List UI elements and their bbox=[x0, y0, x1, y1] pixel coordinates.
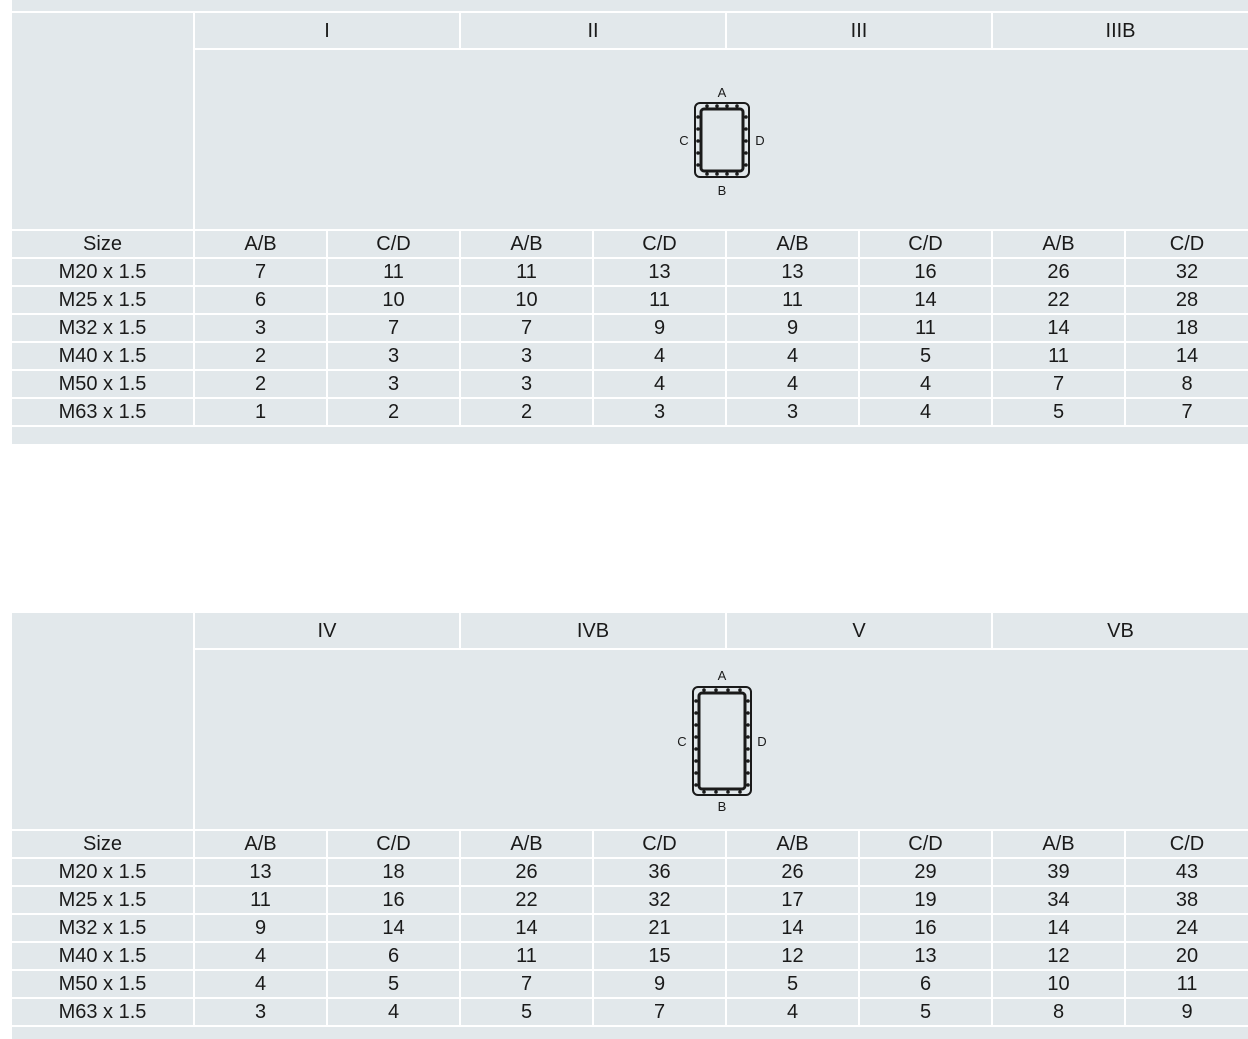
value-cell: 4 bbox=[194, 970, 327, 998]
sub-header: C/D bbox=[859, 230, 992, 258]
value-cell: 38 bbox=[1125, 886, 1248, 914]
enclosure-outer-outline bbox=[693, 687, 751, 795]
value-cell: 8 bbox=[992, 998, 1125, 1026]
value-cell: 26 bbox=[726, 858, 859, 886]
sub-header: C/D bbox=[859, 830, 992, 858]
table-row bbox=[12, 970, 1248, 998]
figure-label-bottom: B bbox=[717, 798, 726, 814]
table-row bbox=[12, 398, 1248, 426]
value-cell: 32 bbox=[593, 886, 726, 914]
value-cell: 13 bbox=[194, 858, 327, 886]
value-cell: 18 bbox=[327, 858, 460, 886]
sub-header: A/B bbox=[194, 830, 327, 858]
value-cell: 3 bbox=[327, 370, 460, 398]
value-cell: 14 bbox=[992, 914, 1125, 942]
value-cell: 3 bbox=[593, 398, 726, 426]
table-row bbox=[12, 258, 1248, 286]
value-cell: 14 bbox=[1125, 342, 1248, 370]
value-cell: 24 bbox=[1125, 914, 1248, 942]
value-cell: 2 bbox=[460, 398, 593, 426]
value-cell: 7 bbox=[593, 998, 726, 1026]
size-cell: M25 x 1.5 bbox=[12, 886, 194, 914]
sub-header: C/D bbox=[593, 230, 726, 258]
figure-label-top: A bbox=[717, 84, 726, 100]
figure-label-top: A bbox=[717, 667, 726, 683]
value-cell: 14 bbox=[327, 914, 460, 942]
value-cell: 4 bbox=[327, 998, 460, 1026]
value-cell: 16 bbox=[859, 914, 992, 942]
value-cell: 26 bbox=[460, 858, 593, 886]
value-cell: 39 bbox=[992, 858, 1125, 886]
entry-table-panel-1 bbox=[12, 0, 1248, 444]
value-cell: 4 bbox=[726, 342, 859, 370]
value-cell: 2 bbox=[194, 342, 327, 370]
enclosure-figure-cell bbox=[194, 649, 1248, 830]
value-cell: 2 bbox=[194, 370, 327, 398]
value-cell: 21 bbox=[593, 914, 726, 942]
value-cell: 7 bbox=[1125, 398, 1248, 426]
figure-row bbox=[12, 49, 1248, 230]
size-cell: M63 x 1.5 bbox=[12, 998, 194, 1026]
value-cell: 32 bbox=[1125, 258, 1248, 286]
size-cell: M32 x 1.5 bbox=[12, 314, 194, 342]
value-cell: 11 bbox=[726, 286, 859, 314]
value-cell: 34 bbox=[992, 886, 1125, 914]
rectangular-enclosure-figure bbox=[662, 665, 782, 815]
size-cell: M50 x 1.5 bbox=[12, 970, 194, 998]
value-cell: 16 bbox=[327, 886, 460, 914]
value-cell: 12 bbox=[726, 942, 859, 970]
group-header: IV bbox=[194, 613, 460, 649]
value-cell: 9 bbox=[726, 314, 859, 342]
value-cell: 11 bbox=[460, 942, 593, 970]
group-header: V bbox=[726, 613, 992, 649]
table-row bbox=[12, 914, 1248, 942]
sub-header: A/B bbox=[992, 230, 1125, 258]
value-cell: 16 bbox=[859, 258, 992, 286]
table-row bbox=[12, 998, 1248, 1026]
sub-header: C/D bbox=[1125, 230, 1248, 258]
value-cell: 7 bbox=[460, 314, 593, 342]
value-cell: 4 bbox=[593, 370, 726, 398]
table-row bbox=[12, 314, 1248, 342]
figure-label-bottom: B bbox=[717, 182, 726, 198]
value-cell: 4 bbox=[859, 398, 992, 426]
sub-header: A/B bbox=[992, 830, 1125, 858]
figure-row bbox=[12, 649, 1248, 830]
sub-header: A/B bbox=[460, 230, 593, 258]
value-cell: 11 bbox=[593, 286, 726, 314]
value-cell: 14 bbox=[859, 286, 992, 314]
enclosure-inner-outline bbox=[699, 693, 745, 789]
sub-header: A/B bbox=[194, 230, 327, 258]
table-row bbox=[12, 286, 1248, 314]
sub-header: A/B bbox=[726, 230, 859, 258]
value-cell: 11 bbox=[327, 258, 460, 286]
figure-label-right: D bbox=[754, 132, 765, 148]
header-blank-cell bbox=[12, 613, 194, 830]
sub-header: A/B bbox=[460, 830, 593, 858]
entry-dots bbox=[696, 104, 748, 176]
enclosure-figure-cell bbox=[194, 49, 1248, 230]
value-cell: 8 bbox=[1125, 370, 1248, 398]
value-cell: 2 bbox=[327, 398, 460, 426]
value-cell: 22 bbox=[460, 886, 593, 914]
size-cell: M63 x 1.5 bbox=[12, 398, 194, 426]
value-cell: 11 bbox=[859, 314, 992, 342]
value-cell: 6 bbox=[194, 286, 327, 314]
value-cell: 15 bbox=[593, 942, 726, 970]
entry-table-panel-2 bbox=[12, 613, 1248, 1039]
enclosure-outer-outline bbox=[695, 103, 749, 177]
value-cell: 7 bbox=[327, 314, 460, 342]
table-row bbox=[12, 886, 1248, 914]
group-header: IIIB bbox=[992, 12, 1248, 49]
size-header: Size bbox=[12, 230, 194, 258]
group-header-row bbox=[12, 613, 1248, 649]
value-cell: 1 bbox=[194, 398, 327, 426]
group-header: II bbox=[460, 12, 726, 49]
value-cell: 6 bbox=[327, 942, 460, 970]
value-cell: 13 bbox=[726, 258, 859, 286]
value-cell: 4 bbox=[726, 998, 859, 1026]
value-cell: 3 bbox=[327, 342, 460, 370]
value-cell: 5 bbox=[992, 398, 1125, 426]
value-cell: 3 bbox=[460, 370, 593, 398]
sub-header: C/D bbox=[327, 230, 460, 258]
value-cell: 10 bbox=[460, 286, 593, 314]
value-cell: 3 bbox=[726, 398, 859, 426]
value-cell: 9 bbox=[194, 914, 327, 942]
header-blank-cell bbox=[12, 12, 194, 230]
enclosure-inner-outline bbox=[701, 109, 743, 171]
entry-dots bbox=[694, 688, 750, 794]
value-cell: 6 bbox=[859, 970, 992, 998]
entry-table-2 bbox=[12, 613, 1248, 1027]
value-cell: 29 bbox=[859, 858, 992, 886]
sub-header-row bbox=[12, 830, 1248, 858]
size-cell: M32 x 1.5 bbox=[12, 914, 194, 942]
value-cell: 13 bbox=[593, 258, 726, 286]
group-header: III bbox=[726, 12, 992, 49]
value-cell: 11 bbox=[460, 258, 593, 286]
sub-header: C/D bbox=[1125, 830, 1248, 858]
group-header: IVB bbox=[460, 613, 726, 649]
figure-label-right: D bbox=[756, 733, 767, 749]
group-header-row bbox=[12, 12, 1248, 49]
figure-label-left: C bbox=[678, 132, 689, 148]
value-cell: 7 bbox=[460, 970, 593, 998]
value-cell: 7 bbox=[194, 258, 327, 286]
size-cell: M50 x 1.5 bbox=[12, 370, 194, 398]
value-cell: 9 bbox=[593, 970, 726, 998]
value-cell: 26 bbox=[992, 258, 1125, 286]
value-cell: 9 bbox=[1125, 998, 1248, 1026]
value-cell: 5 bbox=[460, 998, 593, 1026]
value-cell: 12 bbox=[992, 942, 1125, 970]
value-cell: 18 bbox=[1125, 314, 1248, 342]
value-cell: 5 bbox=[726, 970, 859, 998]
table-row bbox=[12, 342, 1248, 370]
value-cell: 4 bbox=[859, 370, 992, 398]
value-cell: 20 bbox=[1125, 942, 1248, 970]
value-cell: 10 bbox=[327, 286, 460, 314]
value-cell: 22 bbox=[992, 286, 1125, 314]
value-cell: 11 bbox=[992, 342, 1125, 370]
size-cell: M40 x 1.5 bbox=[12, 942, 194, 970]
value-cell: 28 bbox=[1125, 286, 1248, 314]
table-row bbox=[12, 942, 1248, 970]
size-cell: M20 x 1.5 bbox=[12, 858, 194, 886]
value-cell: 11 bbox=[194, 886, 327, 914]
group-header: I bbox=[194, 12, 460, 49]
value-cell: 11 bbox=[1125, 970, 1248, 998]
value-cell: 43 bbox=[1125, 858, 1248, 886]
table-row bbox=[12, 370, 1248, 398]
value-cell: 3 bbox=[460, 342, 593, 370]
group-header: VB bbox=[992, 613, 1248, 649]
value-cell: 5 bbox=[859, 342, 992, 370]
value-cell: 5 bbox=[859, 998, 992, 1026]
value-cell: 4 bbox=[726, 370, 859, 398]
sub-header-row bbox=[12, 230, 1248, 258]
value-cell: 13 bbox=[859, 942, 992, 970]
value-cell: 10 bbox=[992, 970, 1125, 998]
value-cell: 17 bbox=[726, 886, 859, 914]
size-cell: M25 x 1.5 bbox=[12, 286, 194, 314]
square-enclosure-figure bbox=[662, 75, 782, 205]
sub-header: A/B bbox=[726, 830, 859, 858]
value-cell: 14 bbox=[992, 314, 1125, 342]
figure-label-left: C bbox=[676, 733, 687, 749]
value-cell: 36 bbox=[593, 858, 726, 886]
value-cell: 4 bbox=[194, 942, 327, 970]
size-header: Size bbox=[12, 830, 194, 858]
sub-header: C/D bbox=[593, 830, 726, 858]
value-cell: 4 bbox=[593, 342, 726, 370]
value-cell: 3 bbox=[194, 998, 327, 1026]
table-row bbox=[12, 858, 1248, 886]
value-cell: 3 bbox=[194, 314, 327, 342]
value-cell: 5 bbox=[327, 970, 460, 998]
size-cell: M20 x 1.5 bbox=[12, 258, 194, 286]
value-cell: 9 bbox=[593, 314, 726, 342]
value-cell: 14 bbox=[460, 914, 593, 942]
entry-table-1 bbox=[12, 11, 1248, 427]
size-cell: M40 x 1.5 bbox=[12, 342, 194, 370]
value-cell: 7 bbox=[992, 370, 1125, 398]
value-cell: 14 bbox=[726, 914, 859, 942]
sub-header: C/D bbox=[327, 830, 460, 858]
value-cell: 19 bbox=[859, 886, 992, 914]
